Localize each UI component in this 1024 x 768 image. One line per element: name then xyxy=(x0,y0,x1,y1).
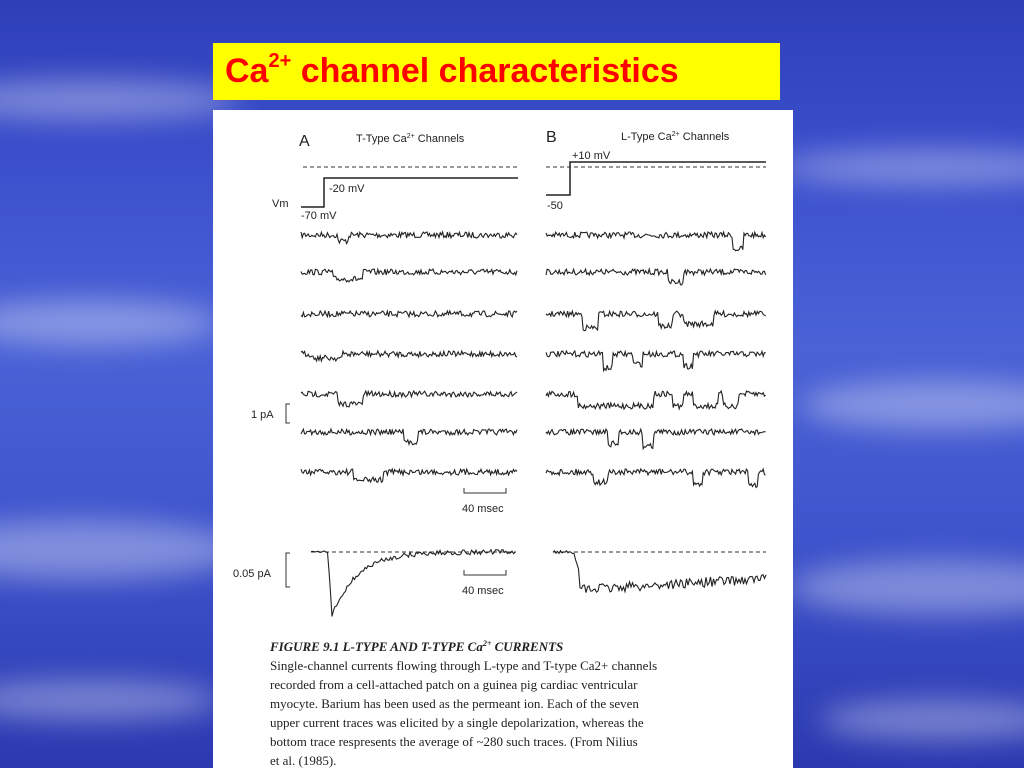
current-scale-bar xyxy=(286,404,290,423)
current-trace xyxy=(546,469,766,488)
current-trace xyxy=(546,232,766,251)
panel-b-single-channel-traces xyxy=(546,232,766,488)
average-time-scale-bar xyxy=(464,570,506,575)
caption-line: Single-channel currents flowing through L-type and T-type Ca2+ channels xyxy=(270,658,658,673)
average-current-scale-label: 0.05 pA xyxy=(233,568,271,580)
current-trace xyxy=(546,429,766,449)
current-trace xyxy=(546,391,766,409)
panel-a-step-high-label: -20 mV xyxy=(329,183,365,195)
background-streak xyxy=(0,300,220,345)
average-time-scale-label: 40 msec xyxy=(462,585,504,597)
panel-a-step-low-label: -70 mV xyxy=(301,210,337,222)
background-streak xyxy=(790,560,1024,615)
panel-b-step-low-label: -50 xyxy=(547,200,563,212)
panel-a-heading: T-Type $Ca^{2+}$ Channels xyxy=(356,133,465,145)
vm-label: Vm xyxy=(272,198,289,210)
background-streak xyxy=(820,700,1024,740)
caption-title: FIGURE 9.1 L-TYPE AND T-TYPE $Ca^{2+}$ CURRENTS xyxy=(270,639,564,654)
panel-b-step-high-label: +10 mV xyxy=(572,150,611,162)
current-trace xyxy=(301,232,517,244)
current-trace xyxy=(301,269,517,282)
background-streak xyxy=(0,680,220,720)
figure-svg xyxy=(213,110,793,768)
panel-a-average-trace xyxy=(311,550,515,617)
average-trace-line xyxy=(311,550,515,617)
panel-b-average-trace xyxy=(553,551,766,593)
current-trace xyxy=(301,429,517,445)
panel-a-single-channel-traces xyxy=(301,232,517,482)
slide-title-box xyxy=(213,43,780,100)
current-trace xyxy=(301,351,517,361)
caption-line: recorded from a cell-attached patch on a guinea pig cardiac ventricular xyxy=(270,677,638,692)
average-trace-line xyxy=(553,551,766,593)
caption-line: upper current traces was elicited by a single depolarization, whereas the xyxy=(270,715,644,730)
current-trace xyxy=(301,469,517,482)
background-streak xyxy=(800,380,1024,430)
slide-title: $Ca^{2+}$ channel characteristics xyxy=(225,50,679,90)
panel-b-heading: L-Type $Ca^{2+}$ Channels xyxy=(621,131,730,143)
panel-b-letter: B xyxy=(546,129,557,146)
panel-b-voltage-step xyxy=(546,162,766,195)
time-scale-bar xyxy=(464,488,506,493)
panel-a-letter: A xyxy=(299,133,310,150)
current-trace xyxy=(301,311,517,317)
current-scale-label: 1 pA xyxy=(251,409,274,421)
current-trace xyxy=(301,391,517,407)
current-trace xyxy=(546,269,766,285)
caption-line: myocyte. Barium has been used as the permeant ion. Each of the seven xyxy=(270,696,639,711)
time-scale-label: 40 msec xyxy=(462,503,504,515)
background-streak xyxy=(780,150,1024,185)
current-trace xyxy=(546,311,766,331)
background-streak xyxy=(0,520,240,580)
current-trace xyxy=(546,351,766,371)
caption-line: bottom trace respresents the average of ~280 such traces. (From Nilius xyxy=(270,734,638,749)
caption-line: et al. (1985). xyxy=(270,753,337,768)
average-current-scale-bar xyxy=(286,553,290,587)
background-streak xyxy=(0,80,240,120)
figure-panel xyxy=(213,110,793,768)
